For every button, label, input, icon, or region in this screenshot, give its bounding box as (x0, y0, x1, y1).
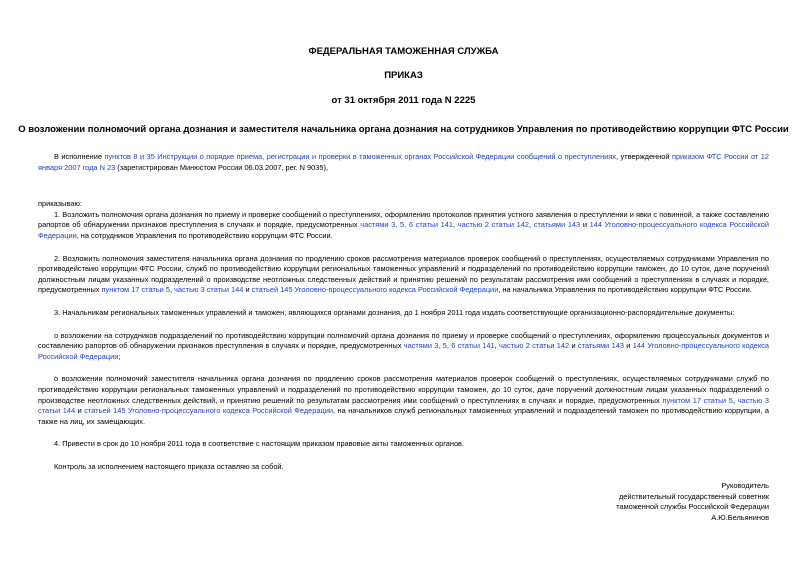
paragraph-3b: о возложении полномочий заместителя начальника органа дознания по продлению сроков рассмотрения материалов проверок сообщений о преступлениях, осуществляемых сотрудниками служб по противодействию коррупции региональных таможенных управлений и подразделений по противодействию коррупции таможен, до 10 суток, даче поручений должностным лицам указанных подразделений о производстве неотложных следственных действий, и принятию решений по результатам рассмотрения ими сообщений о преступлениях в случаях и порядке, предусмотренных пунктом 17 статьи 5, частью 3 статьи 144 и статьей 145 Уголовно-процессуального кодекса Российской Федерации, на начальников служб региональных таможенных управлений и подразделений таможен по противодействию коррупции, а также на лиц, их замещающих. (38, 374, 769, 426)
document-title: О возложении полномочий органа дознания и заместителя начальника органа дознания на сотрудников Управления по противодействию коррупции ФТС России (18, 124, 789, 135)
link-article-145-code[interactable]: статьей 145 Уголовно-процессуального кодекса Российской Федерации (84, 406, 334, 416)
paragraph-1: 1. Возложить полномочия органа дознания по приему и проверке сообщений о преступлениях, оформлению протоколов принятия устного заявления о преступлении и явки с повинной, а также составлению рапортов об обнаружении признаков преступления в случаях и порядке, предусмотренных частями 3, 5, 6 статьи 141, частью 2 статьи 142, статьями 143 и 144 Уголовно-процессуального кодекса Российской Федерации, на сотрудников Управления по противодействию коррупции ФТС России. (38, 209, 769, 240)
link-article-5-point-17[interactable]: пунктом 17 статьи 5 (101, 285, 170, 295)
link-article-144-code[interactable]: 144 Уголовно-процессуального кодекса Российской Федерации (38, 341, 769, 361)
link-article-144-code[interactable]: 144 Уголовно-процессуального кодекса Российской Федерации (38, 220, 769, 240)
document-type: ПРИКАЗ (384, 70, 423, 81)
link-articles-141[interactable]: частями 3, 5, 6 статьи 141 (403, 341, 495, 351)
link-article-144-part-3[interactable]: частью 3 статьи 144 (38, 395, 769, 416)
link-article-145-code[interactable]: статьей 145 Уголовно-процессуального кодекса Российской Федерации (251, 285, 499, 295)
agency-name: ФЕДЕРАЛЬНАЯ ТАМОЖЕННАЯ СЛУЖБА (308, 46, 499, 57)
link-article-144-part-3[interactable]: частью 3 статьи 144 (174, 285, 244, 295)
intro-text: , утвержденной (616, 152, 672, 161)
intro-text: (зарегистрирован Минюстом России 06.03.2007, рег. N 9035), (115, 162, 329, 172)
link-article-5-point-17[interactable]: пунктом 17 статьи 5 (662, 395, 733, 405)
orders-word: приказываю: (38, 199, 82, 209)
link-article-143[interactable]: статьями 143 (577, 341, 624, 351)
paragraph-2: 2. Возложить полномочия заместителя начальника органа дознания по продлению сроков рассмотрения материалов проверок сообщений о преступлениях, осуществляемых сотрудниками Управления по противодействию коррупции ФТС России, служб по противодействию коррупции региональных таможенных управлений и подразделений по противодействию коррупции таможен, до 10 суток, даче поручений должностным лицам указанных подразделений о производстве неотложных следственных действий и принятию решений по результатам рассмотрения ими сообщений о преступлениях в случаях и порядке, предусмотренных пунктом 17 статьи 5, частью 3 статьи 144 и статьей 145 Уголовно-процессуального кодекса Российской Федерации, на начальника Управления по противодействию коррупции ФТС России. (38, 253, 769, 295)
link-instruction-points[interactable]: пунктов 8 и 35 Инструкции о порядке приема, регистрации и проверки в таможенных органах Российской Федерации сообщений о преступлениях (104, 152, 617, 161)
signature-service: таможенной службы Российской Федерации (616, 502, 769, 512)
signature-name: А.Ю.Бельянинов (711, 512, 769, 522)
link-articles-141[interactable]: частями 3, 5, 6 статьи 141 (360, 220, 454, 230)
signature-block (616, 481, 769, 523)
paragraph-4: 4. Привести в срок до 10 ноября 2011 года в соответствие с настоящим приказом правовые акты таможенных органов. (54, 439, 465, 449)
link-article-142[interactable]: частью 2 статьи 142 (499, 341, 570, 351)
signature-position: Руководитель (721, 481, 769, 490)
link-article-143[interactable]: статьями 143 (533, 220, 581, 230)
paragraph-5: Контроль за исполнением настоящего приказа оставляю за собой. (54, 461, 284, 471)
intro-text: В исполнение (54, 152, 105, 161)
document-body (38, 152, 769, 472)
link-fts-order[interactable]: приказом ФТС России от 12 января 2007 года N 23 (38, 152, 769, 172)
paragraph-3a: о возложении на сотрудников подразделений по противодействию коррупции полномочий органа дознания по приему и проверке сообщений о преступлениях, оформлению процессуальных документов и составлению рапортов об обнаружении признаков преступления в случаях и порядке, предусмотренных частями 3, 5, 6 статьи 141, частью 2 статьи 142 и статьями 143 и 144 Уголовно-процессуального кодекса Российской Федерации; (38, 330, 769, 361)
paragraph-3: 3. Начальникам региональных таможенных управлений и таможен, являющихся органами дознания, до 1 ноября 2011 года издать соответствующие организационно-распорядительные документы: (54, 307, 735, 317)
document-date-number: от 31 октября 2011 года N 2225 (331, 95, 476, 106)
intro-paragraph (38, 152, 769, 173)
signature-rank: действительный государственный советник (618, 491, 769, 501)
link-article-142[interactable]: частью 2 статьи 142 (457, 220, 529, 230)
